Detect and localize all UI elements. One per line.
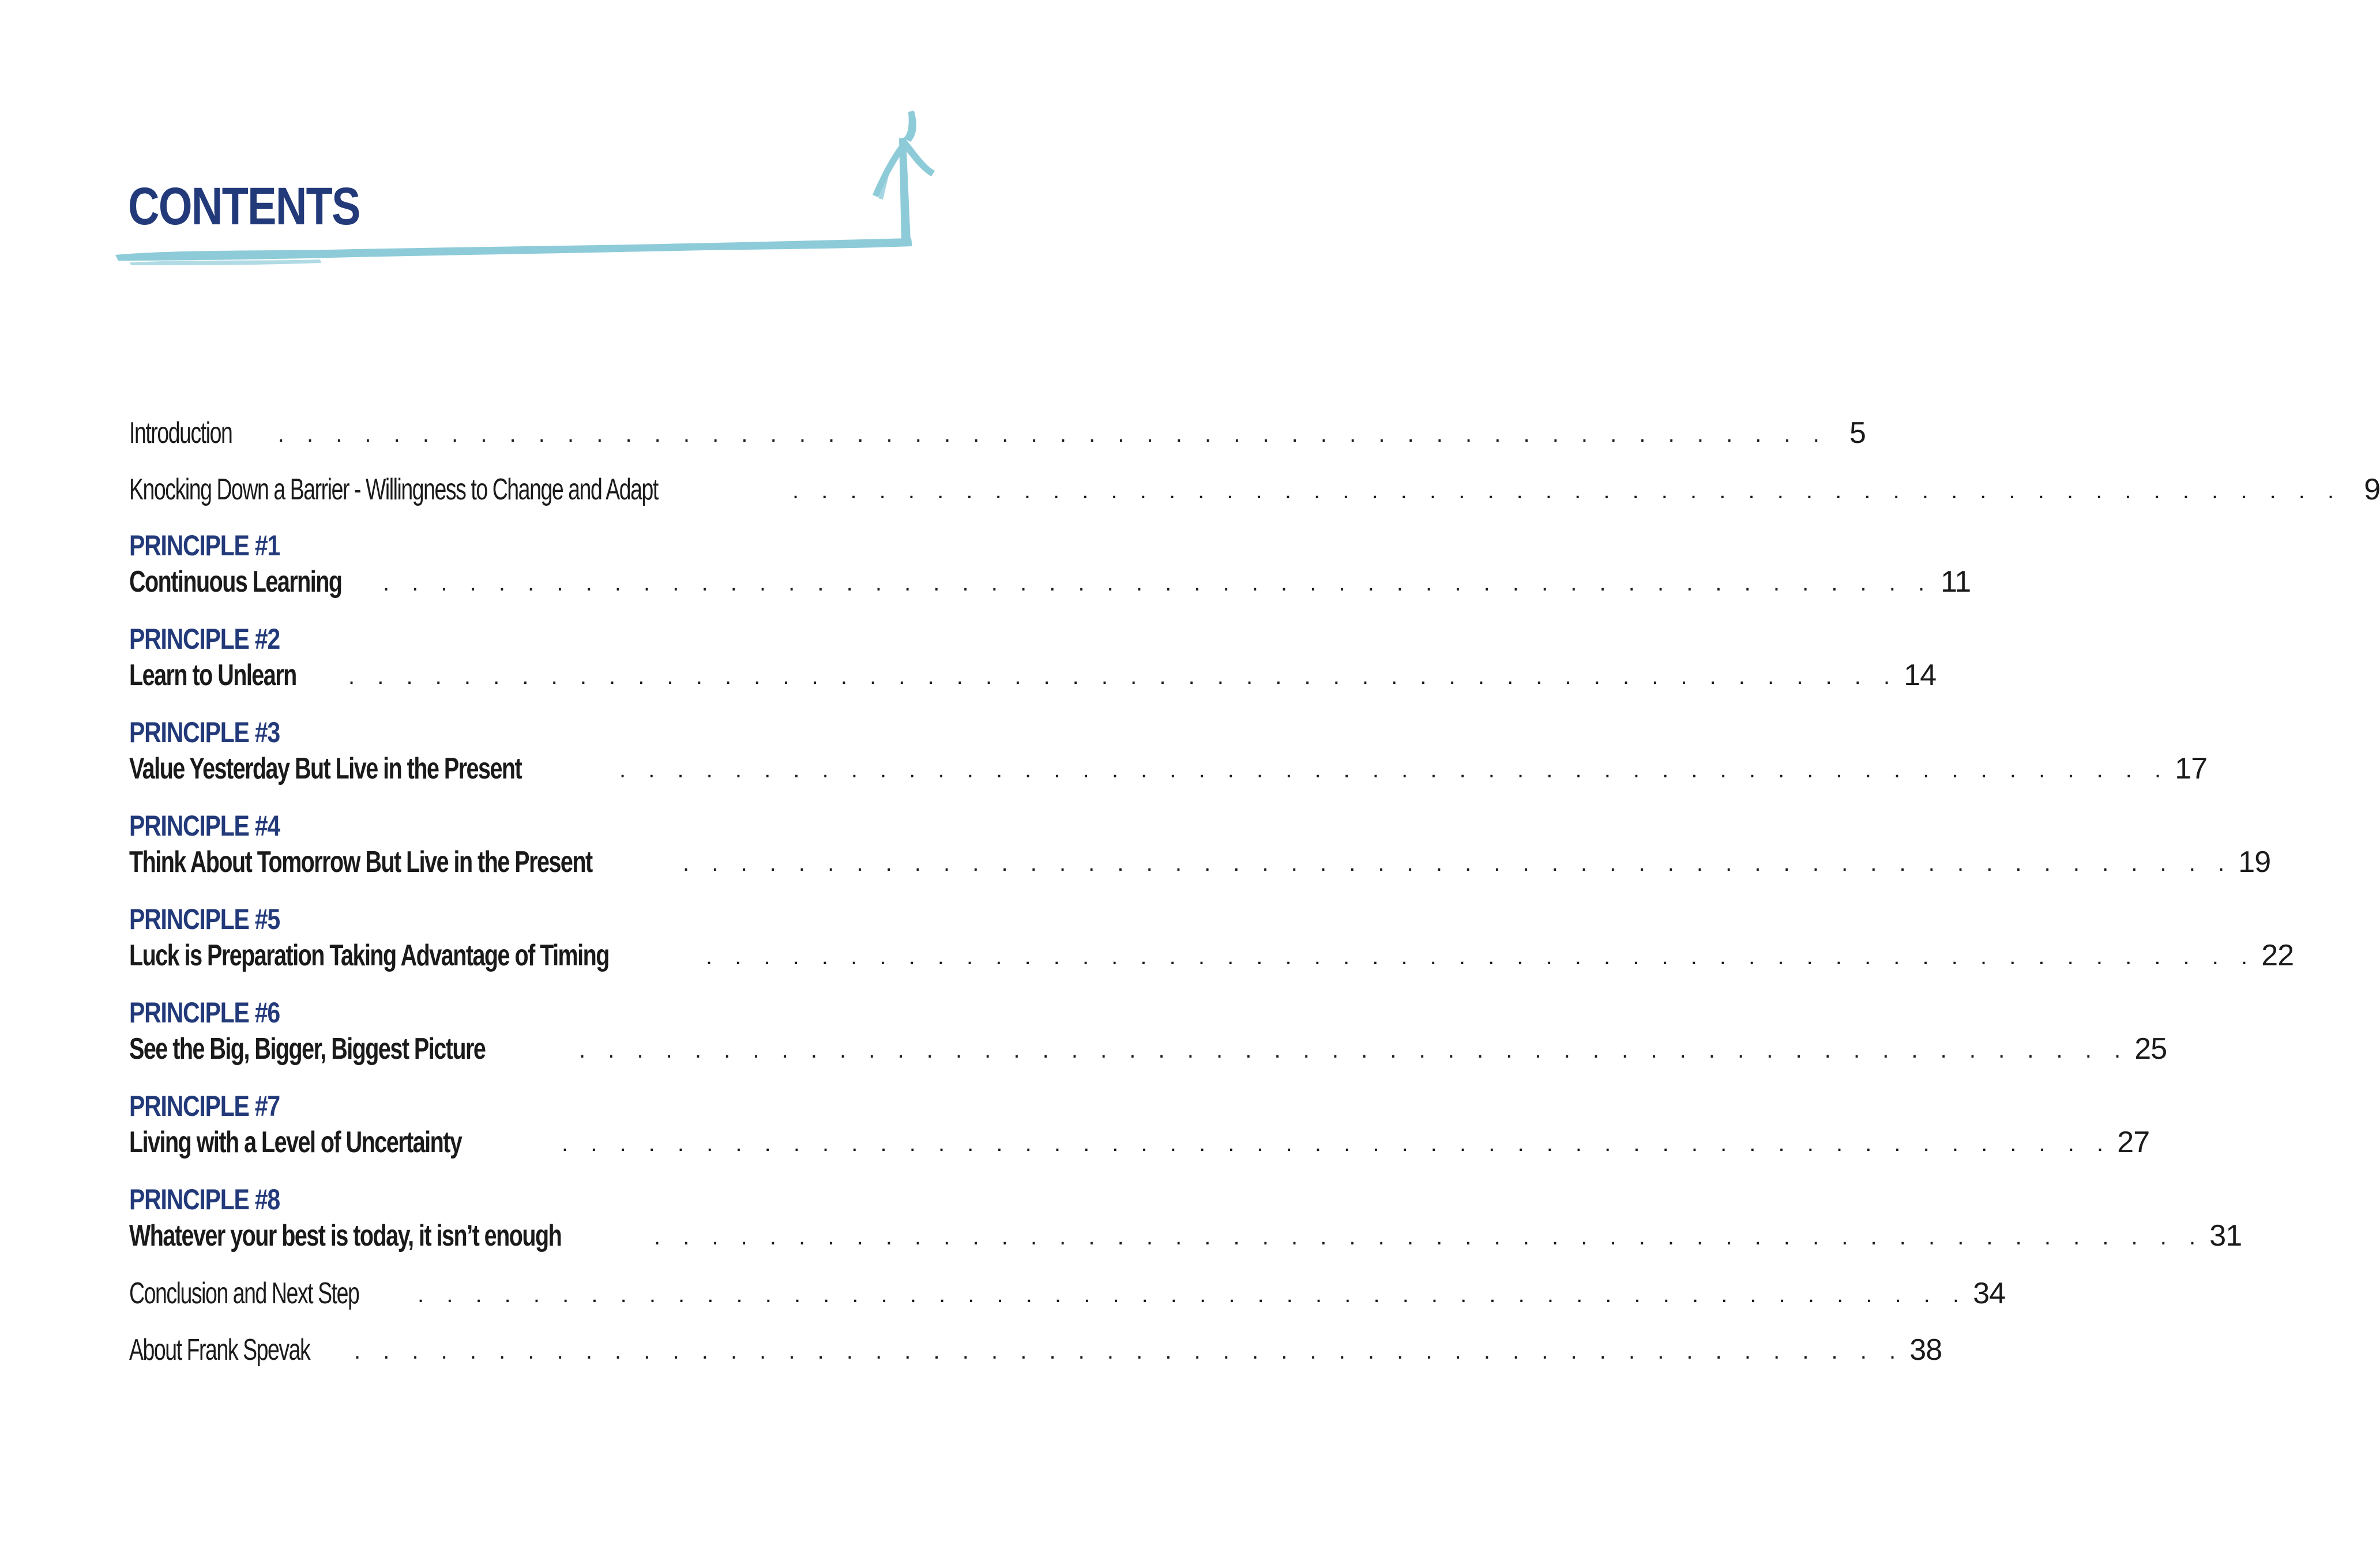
toc-entry-title-text: See the Big, Bigger, Biggest Picture: [129, 1032, 486, 1066]
toc-entry-title: [129, 564, 377, 600]
toc-line: [129, 1218, 2242, 1254]
toc-entry-principle-8[interactable]: [129, 1182, 2242, 1254]
toc-entry-title: [129, 472, 787, 507]
toc-line: [129, 1124, 2150, 1160]
toc-entry-title-text: Think About Tomorrow But Live in the Present: [129, 845, 592, 879]
toc-page-number: 25: [2134, 1032, 2167, 1066]
principle-label: PRINCIPLE #7: [129, 1090, 280, 1122]
toc-entry-title: [129, 1276, 412, 1311]
toc-page-number: 22: [2261, 939, 2294, 972]
leader-dots: . . . . . . . . . . . . . . . . . . . . . . . . . . . . . . . . . . . . . . . . . . . . . . . . . . . . . .: [562, 1131, 2112, 1156]
leader-dots: . . . . . . . . . . . . . . . . . . . . . . . . . . . . . . . . . . . . . . . . . . . . . . . . . . . . . .: [619, 757, 2170, 783]
toc-line: [129, 564, 1971, 600]
leader-dots: . . . . . . . . . . . . . . . . . . . . . . . . . . . . . . . . . . . . . . . . . . . . . . . . . . . . . .: [277, 422, 1828, 447]
toc-entry-title-text: About Frank Spevak: [129, 1333, 310, 1367]
leader-dots: . . . . . . . . . . . . . . . . . . . . . . . . . . . . . . . . . . . . . . . . . . . . . . . . . . . . . .: [579, 1037, 2129, 1063]
principle-label: PRINCIPLE #8: [129, 1183, 280, 1216]
toc-line: [129, 1276, 2006, 1311]
principle-label: PRINCIPLE #5: [129, 903, 280, 935]
toc-entry-title-text: Value Yesterday But Live in the Present: [129, 752, 522, 785]
leader-dots: . . . . . . . . . . . . . . . . . . . . . . . . . . . . . . . . . . . . . . . . . . . . . . . . . . . . . .: [354, 1338, 1904, 1364]
toc-entry-principle-2[interactable]: [129, 622, 1937, 693]
toc-page-number: 5: [1849, 416, 1866, 450]
toc-entry-title-text: Continuous Learning: [129, 565, 342, 599]
toc-entry-title: [129, 415, 272, 451]
toc-entry-principle-6[interactable]: [129, 995, 2167, 1067]
toc-page-number: 31: [2209, 1219, 2242, 1253]
toc-page-number: 27: [2117, 1126, 2150, 1159]
toc-entry-title: [129, 751, 614, 787]
leader-dots: . . . . . . . . . . . . . . . . . . . . . . . . . . . . . . . . . . . . . . . . . . . . . . . . . . . . . .: [348, 664, 1898, 689]
toc-line: [129, 751, 2208, 787]
toc-entry-title: [129, 657, 343, 693]
toc-entry-title-text: Living with a Level of Uncertainty: [129, 1126, 462, 1159]
toc-page-number: 9: [2364, 473, 2380, 506]
toc-entry-about-frank-spevak[interactable]: [129, 1332, 1942, 1368]
principle-label: PRINCIPLE #2: [129, 623, 280, 655]
table-of-contents: [129, 415, 2380, 1389]
toc-line: [129, 657, 1937, 693]
principle-label: PRINCIPLE #1: [129, 529, 280, 562]
toc-entry-title: [129, 1031, 573, 1067]
toc-line: [129, 1031, 2167, 1067]
toc-entry-title-text: Knocking Down a Barrier - Willingness to Change and Adapt: [129, 473, 658, 506]
leader-dots: . . . . . . . . . . . . . . . . . . . . . . . . . . . . . . . . . . . . . . . . . . . . . . . . . . . . . .: [418, 1282, 1968, 1307]
toc-page-number: 11: [1941, 565, 1971, 599]
toc-entry-title: [129, 1218, 648, 1254]
toc-entry-principle-1[interactable]: [129, 528, 1971, 600]
toc-page-number: 34: [1973, 1277, 2006, 1310]
page-title: CONTENTS: [128, 177, 360, 236]
toc-entry-principle-3[interactable]: [129, 715, 2208, 787]
leader-dots: . . . . . . . . . . . . . . . . . . . . . . . . . . . . . . . . . . . . . . . . . . . . . . . . . . . . . .: [706, 944, 2256, 969]
toc-entry-principle-5[interactable]: [129, 902, 2294, 973]
principle-label: PRINCIPLE #3: [129, 716, 280, 749]
toc-entry-title: [129, 938, 700, 973]
toc-entry-title: [129, 1332, 348, 1368]
toc-page-number: 19: [2238, 845, 2271, 879]
toc-entry-title-text: Introduction: [129, 416, 232, 450]
leader-dots: . . . . . . . . . . . . . . . . . . . . . . . . . . . . . . . . . . . . . . . . . . . . . . . . . . . . . .: [383, 570, 1933, 596]
leader-dots: . . . . . . . . . . . . . . . . . . . . . . . . . . . . . . . . . . . . . . . . . . . . . . . . . . . . . .: [654, 1224, 2204, 1250]
toc-entry-title-text: Luck is Preparation Taking Advantage of Timing: [129, 939, 609, 972]
toc-entry-principle-7[interactable]: [129, 1089, 2150, 1160]
toc-line: [129, 472, 2380, 507]
toc-entry-title-text: Conclusion and Next Step: [129, 1277, 359, 1310]
toc-line: [129, 1332, 1942, 1368]
toc-entry-title: [129, 844, 677, 880]
toc-page-number: 17: [2175, 752, 2208, 785]
toc-entry-title-text: Whatever your best is today, it isn’t enough: [129, 1219, 562, 1253]
leader-dots: . . . . . . . . . . . . . . . . . . . . . . . . . . . . . . . . . . . . . . . . . . . . . . . . . . . . . .: [792, 478, 2343, 503]
toc-entry-conclusion[interactable]: [129, 1276, 2006, 1311]
toc-page-number: 38: [1909, 1333, 1942, 1367]
toc-line: [129, 844, 2271, 880]
toc-entry-title-text: Learn to Unlearn: [129, 659, 296, 692]
toc-line: [129, 415, 1866, 451]
principle-label: PRINCIPLE #6: [129, 996, 280, 1029]
toc-entry-knocking-down-a-barrier[interactable]: [129, 472, 2380, 507]
toc-page-number: 14: [1904, 659, 1937, 692]
principle-label: PRINCIPLE #4: [129, 810, 280, 842]
leader-dots: . . . . . . . . . . . . . . . . . . . . . . . . . . . . . . . . . . . . . . . . . . . . . . . . . . . . . .: [683, 851, 2233, 876]
toc-line: [129, 938, 2294, 973]
toc-entry-title: [129, 1124, 556, 1160]
toc-entry-principle-4[interactable]: [129, 808, 2271, 880]
toc-entry-introduction[interactable]: [129, 415, 1866, 451]
